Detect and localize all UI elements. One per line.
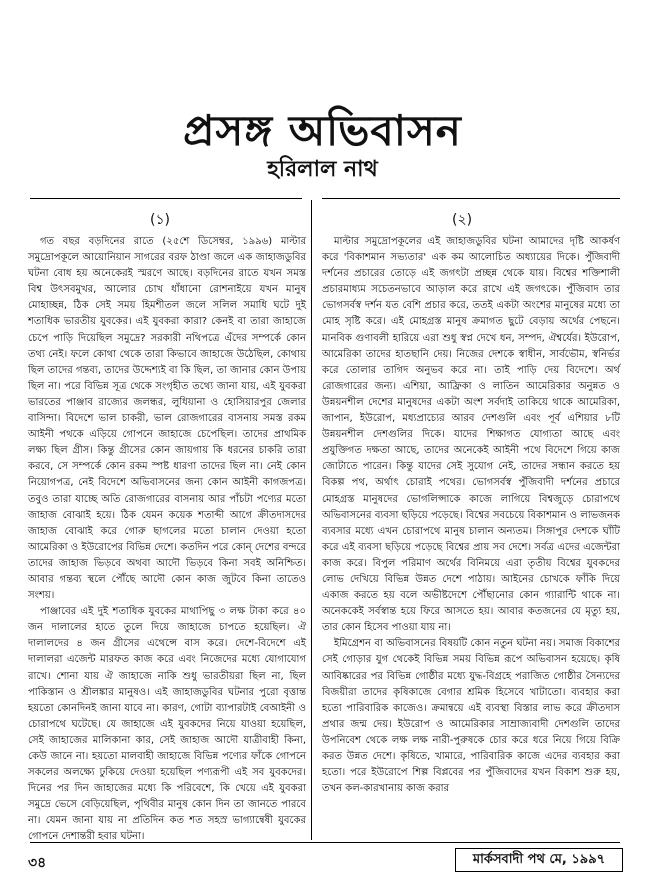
column-rule-right: [322, 198, 620, 199]
author-name: হরিলাল নাথ: [267, 157, 378, 182]
column-right: [322, 234, 620, 836]
footer-rule: [30, 842, 620, 843]
column-divider: [311, 200, 312, 840]
page-number: ৩৪: [28, 855, 47, 871]
column-left: [28, 234, 306, 843]
paragraph: ইমিগ্রেশন বা অভিবাসনের বিষয়টি কোন নতুন ঘটনা নয়। সমাজ বিকাশের সেই গোড়ার যুগ থেকেই বিভিন্ন সময় বিভিন্ন রূপে অভিবাসন হয়েছে। কৃষি আবিষ্কারের পর বিভিন্ন গোষ্ঠীর মধ্যে যুদ্ধ-বিগ্রহে পরাজিত গোষ্ঠীর সৈন্যদের বিজয়ীরা তাদের কৃষিকাজে বেগার শ্রমিক হিসেবে খাটাতো। ব্যবহার করা হতো পারিবারিক কাজেও। ক্রমান্বয়ে এই ব্যবস্থা বিস্তার লাভ করে ক্রীতদাস প্রথার জন্ম দেয়। ইউরোপ ও আমেরিকার সাম্রাজ্যবাদী দেশগুলি তাদের উপনিবেশ থেকে লক্ষ লক্ষ নারী-পুরুষকে চোর করে ধরে নিয়ে গিয়ে বিক্রি করত উন্নত দেশে। কৃষিতে, খামারে, পারিবারিক কাজে এদের ব্যবহার করা হতো। পরে ইউরোপে শিল্প বিপ্লবের পর পুঁজিবাদের যখন বিকাশ শুরু হয়, তখন কল-কারখানায় কাজ করার: [322, 638, 620, 795]
paragraph: গত বছর বড়দিনের রাতে (২৫শে ডিসেম্বর, ১৯৯৬) মাল্টার সমুদ্রোপকূলে আয়োনিয়ান সাগরের বরফ ঠাণ্ডা জলে এক জাহাজডুবির ঘটনা বোধ হয় অনেকেরই স্মরণে আছে। বড়দিনের রাতে যখন সমস্ত বিশ্ব উৎসবমুখর, আলোর চোখ ধাঁধানো রোশনাইয়ে যখন মানুষ মোহাচ্ছন্ন, ঠিক সেই সময় হিমশীতল জলে সলিল সমাধি ঘটে দুই শতাধিক ভারতীয় যুবকের। এই যুবকরা কারা? কেনই বা তারা জাহাজে চেপে পাড়ি দিয়েছিল সমুদ্রে? সরকারী নথিপত্রে এঁদের সম্পর্কে কোন তথ্য নেই। ফলে কোথা থেকে তারা কিভাবে জাহাজে উঠেছিল, কোথায় ছিল তাদের গন্তব্য, তাদের উদ্দেশ্যই বা কি ছিল, তা জানার কোন উপায় ছিল না। পরে বিভিন্ন সূত্র থেকে সংগৃহীত তথ্যে জানা যায়, এই যুবকরা ভারতের পাঞ্জাব রাজ্যের জলন্ধর, লুধিয়ানা ও হোসিয়ারপুর জেলার বাসিন্দা। বিদেশে ভাল চাকরী, ভাল রোজগারের বাসনায় সমস্ত রকম আইনী পথকে এড়িয়ে গোপনে জাহাজে চেপেছিল। তাদের প্রাথমিক লক্ষ্য ছিল গ্রীস। কিন্তু গ্রীসের কোন জায়গায় কি ধরনের চাকরি তারা করবে, সে সম্পর্কে কোন রকম স্পষ্ট ধারণা তাদের ছিল না। নেই কোন নিয়োগপত্র, নেই বিদেশে অভিবাসনের জন্য কোন আইনী কাগজপত্র। তবুও তারা যাচ্ছে অতি রোজগারের বাসনায় আর পাঁচটা পণ্যের মতো জাহাজ বোঝাই হয়ে। ঠিক যেমন কয়েক শতাব্দী আগে ক্রীতদাসদের জাহাজ বোঝাই করে গোরু ছাগলের মতো চালান দেওয়া হতো আমেরিকা ও ইউরোপের বিভিন্ন দেশে। কতদিন পরে কোন্ দেশের বন্দরে তাদের জাহাজ ভিড়বে অথবা আদৌ ভিড়বে কিনা সবই অনিশ্চিত। আবার গন্তব্য স্থলে পৌঁছে আদৌ কোন কাজ জুটবে কিনা তাতেও সংশয়।: [28, 236, 306, 602]
column-rule-left: [30, 198, 302, 199]
article-title: প্রসঙ্গ অভিবাসন: [183, 106, 462, 155]
paragraph: পাঞ্জাবের এই দুই শতাধিক যুবকের মাথাপিছু ৩ লক্ষ টাকা করে ৪০ জন দালালের হাতে তুলে দিয়ে জাহাজে চাপতে হয়েছিল। ঐ দালালদের ৪ জন গ্রীসের এথেন্সে বাস করে। দেশে-বিদেশে এই দালালরা এজেন্ট মারফত কাজ করে এবং নিজেদের মধ্যে যোগাযোগ রাখে। শোনা যায় ঐ জাহাজে নাকি শুধু ভারতীয়রা ছিল না, ছিল পাকিস্তান ও শ্রীলঙ্কার মানুষও। এই জাহাজডুবির ঘটনার পুরো বৃত্তান্ত হয়তো কোনদিনই জানা যাবে না। কারণ, গোটা ব্যাপারটাই বেআইনী ও চোরাপথে ঘটেছে। যে জাহাজে এই যুবকদের নিয়ে যাওয়া হয়েছিল, সেই জাহাজের মালিকানা কার, সেই জাহাজ আদৌ যাত্রীবাহী কিনা, কেউ জানে না। হয়তো মালবাহী জাহাজে বিভিন্ন পণ্যের ফাঁকে গোপনে সকলের অলক্ষ্যে ঢুকিয়ে দেওয়া হয়েছিল পণ্যরূপী এই সব যুবকদের। দিনের পর দিন জাহাজের মধ্যে কি পরিবেশে, কি খেয়ে এই যুবকরা সমুদ্রে ভেসে বেড়িয়েছিল, পৃথিবীর মানুষ কোন দিন তা জানতে পারবে না। যেমন জানা যায় না প্রতিদিন কত শত সহস্র ভাগ্যান্বেষী যুবকের গোপনে দেশান্তরী হবার ঘটনা।: [28, 606, 306, 843]
column-number-1: (১): [150, 212, 171, 228]
paragraph: মাল্টার সমুদ্রোপকূলের এই জাহাজডুবির ঘটনা আমাদের দৃষ্টি আকর্ষণ করে 'বিকাশমান সভ্যতার' এক কম আলোচিত অধ্যায়ের দিকে। পুঁজিবাদী দর্শনের প্রচারের তোড়ে এই জগৎটা প্রচ্ছন্ন থেকে যায়। বিশ্বের শক্তিশালী প্রচারমাধ্যম সচেতনভাবে আড়াল করে রাখে এই জগৎকে। পুঁজিবাদ তার ভোগসর্বস্ব দর্শন যত বেশি প্রচার করে, ততই একটা অংশের মানুষের মধ্যে তা মোহ সৃষ্টি করে। এই মোহগ্রস্ত মানুষ ক্রমাগত ছুটে বেড়ায় অর্থের পেছনে। মানবিক গুণাবলী হারিয়ে এরা শুধু স্বপ্ন দেখে ধন, সম্পদ, ঐশ্বর্যের। ইউরোপ, আমেরিকা তাদের হাতছানি দেয়। নিজের দেশকে স্বাধীন, সার্বভৌম, স্বনির্ভর করে তোলার তাগিদ অনুভব করে না। তাই পাড়ি দেয় বিদেশে। অর্থ রোজগারের জন্য। এশিয়া, আফ্রিকা ও লাতিন আমেরিকার অনুন্নত ও উন্নয়নশীল দেশের মানুষদের একটা অংশ সর্বদাই তাকিয়ে থাকে আমেরিকা, জাপান, ইউরোপ, মধ্যপ্রাচ্যের আরব দেশগুলি এবং পূর্ব এশিয়ার ৮টি উন্নয়নশীল দেশগুলির দিকে। যাদের শিক্ষাগত যোগ্যতা আছে এবং প্রযুক্তিগত দক্ষতা আছে, তাদের অনেকেই আইনী পথে বিদেশে গিয়ে কাজ জোটাতে পারেন। কিন্তু যাদের সেই সুযোগ নেই, তাদের সন্ধান করতে হয় বিকল্প পথ, অর্থাৎ চোরাই পথের। ভোগসর্বস্ব পুঁজিবাদী দর্শনের প্রচারে মোহগ্রস্ত মানুষদের ভোগলিপ্সাকে কাজে লাগিয়ে বিশ্বজুড়ে চোরাপথে অভিবাসনের ব্যবসা ছড়িয়ে পড়েছে। বিশ্বের সবচেয়ে বিকাশমান ও লাভজনক ব্যবসার মধ্যে এখন চোরাপথে মানুষ চালান অন্যতম। সিঙ্গাপুর দেশকে ঘাঁটি করে এই ব্যবসা ছড়িয়ে পড়েছে বিশ্বের প্রায় সব দেশে। সর্বত্র এদের এজেন্টরা কাজ করে। বিপুল পরিমাণ অর্থের বিনিময়ে এরা তৃতীয় বিশ্বের যুবকদের লোভ দেখিয়ে বিভিন্ন উন্নত দেশে পাঠায়। আইনের চোখকে ফাঁকি দিয়ে একাজ করতে হয় বলে অভীষ্টদেশে পৌঁছানোর কোন গ্যারান্টি থাকে না। অনেককেই সর্বস্বান্ত হয়ে ফিরে আসতে হয়। আবার কতজনের যে মৃত্যু হয়, তার কোন হিসেব পাওয়া যায় না।: [322, 236, 620, 634]
journal-footer: মার্কসবাদী পথ মে, ১৯৯৭: [455, 848, 623, 872]
column-number-2: (২): [452, 212, 473, 228]
